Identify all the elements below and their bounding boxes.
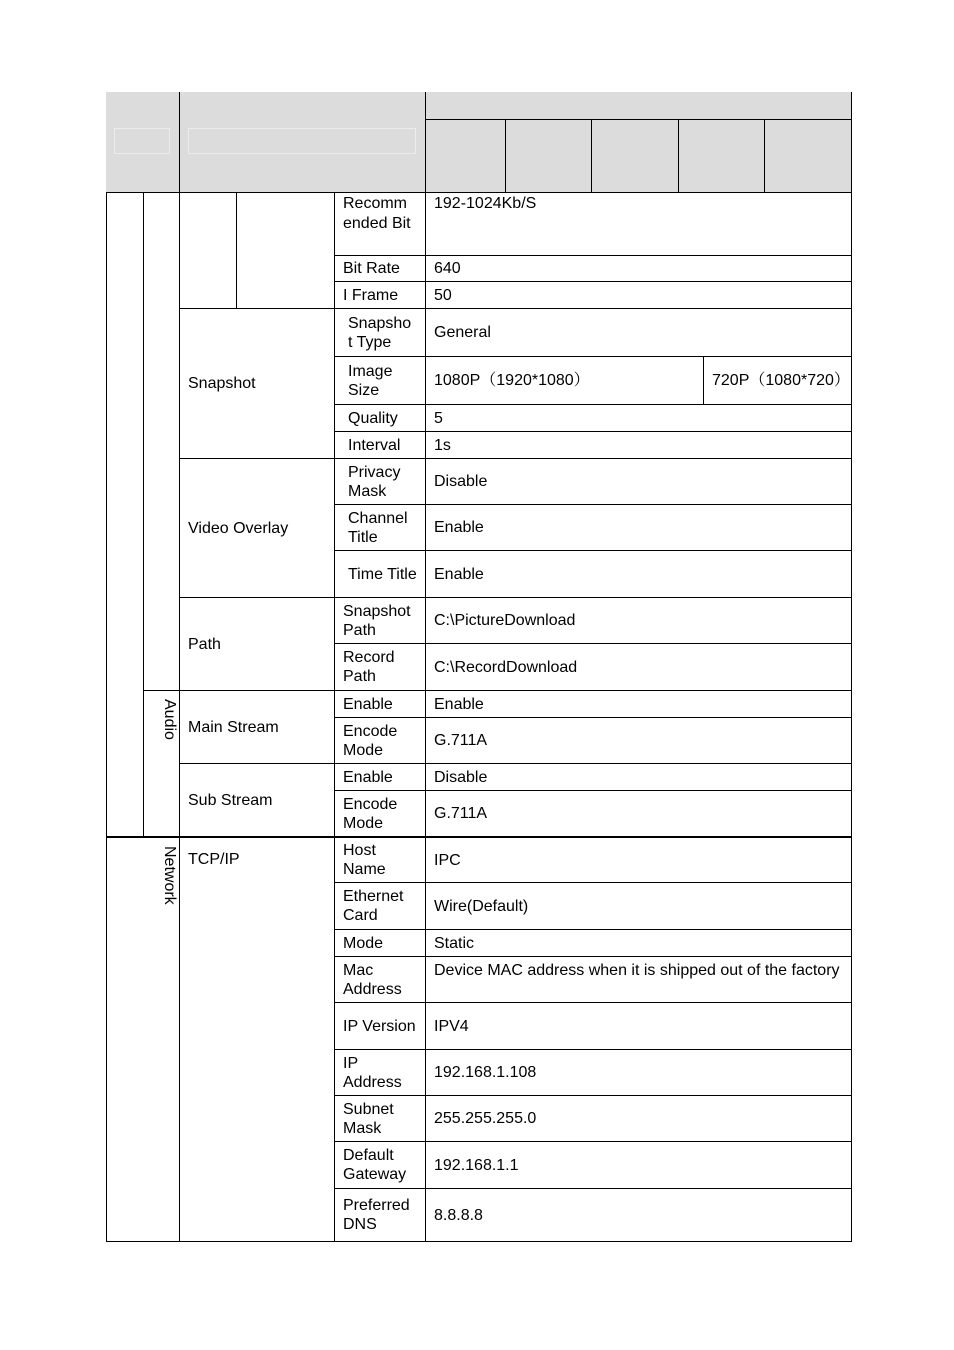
- i-frame-value: 50: [426, 282, 852, 309]
- ip-version-value: IPV4: [426, 1003, 852, 1050]
- header-subcell-5: [765, 120, 852, 193]
- time-title-label: Time Title: [335, 551, 426, 598]
- i-frame-label: I Frame: [335, 282, 426, 309]
- mac-address-value: Device MAC address when it is shipped out of the factory: [426, 957, 852, 1003]
- privacy-mask-value: Disable: [426, 459, 852, 505]
- ethernet-card-label: Ethernet Card: [335, 883, 426, 930]
- network-section-label: Network: [106, 837, 180, 1242]
- main-stream-encode-mode-value: G.711A: [426, 718, 852, 764]
- snapshot-group-label: Snapshot: [180, 309, 335, 459]
- settings-table: [106, 92, 852, 1242]
- mode-label: Mode: [335, 930, 426, 957]
- subgroup-cell-continued: [237, 193, 335, 309]
- sub-stream-enable-label: Enable: [335, 764, 426, 791]
- channel-title-label: Channel Title: [335, 505, 426, 551]
- image-size-value-720p: 720P（1080*720）: [704, 357, 852, 405]
- channel-title-value: Enable: [426, 505, 852, 551]
- sub-stream-encode-mode-label: Encode Mode: [335, 791, 426, 837]
- subnet-mask-label: Subnet Mask: [335, 1096, 426, 1142]
- mac-address-label: Mac Address: [335, 957, 426, 1003]
- recommended-bit-value: 192-1024Kb/S: [426, 193, 852, 256]
- preferred-dns-label: Preferred DNS: [335, 1189, 426, 1242]
- image-size-value-1080p: 1080P（1920*1080）: [426, 357, 704, 405]
- video-overlay-group-label: Video Overlay: [180, 459, 335, 598]
- record-path-value: C:\RecordDownload: [426, 644, 852, 691]
- header-subcell-4: [679, 120, 765, 193]
- interval-label: Interval: [335, 432, 426, 459]
- main-stream-encode-mode-label: Encode Mode: [335, 718, 426, 764]
- host-name-label: Host Name: [335, 837, 426, 883]
- default-gateway-label: Default Gateway: [335, 1142, 426, 1189]
- preferred-dns-value: 8.8.8.8: [426, 1189, 852, 1242]
- quality-value: 5: [426, 405, 852, 432]
- header-subcell-3: [592, 120, 679, 193]
- section-cell-continued: [106, 193, 144, 837]
- host-name-value: IPC: [426, 837, 852, 883]
- ip-version-label: IP Version: [335, 1003, 426, 1050]
- main-stream-group-label: Main Stream: [180, 691, 335, 764]
- tcpip-group-label: TCP/IP: [180, 837, 335, 1242]
- header-subcell-2: [506, 120, 592, 193]
- record-path-label: Record Path: [335, 644, 426, 691]
- audio-section-label: Audio: [144, 691, 180, 837]
- main-stream-enable-label: Enable: [335, 691, 426, 718]
- image-size-label: Image Size: [335, 357, 426, 405]
- time-title-value: Enable: [426, 551, 852, 598]
- privacy-mask-label: Privacy Mask: [335, 459, 426, 505]
- bit-rate-label: Bit Rate: [335, 256, 426, 282]
- default-gateway-value: 192.168.1.1: [426, 1142, 852, 1189]
- sub-stream-enable-value: Disable: [426, 764, 852, 791]
- main-stream-enable-value: Enable: [426, 691, 852, 718]
- bit-rate-value: 640: [426, 256, 852, 282]
- ip-address-label: IP Address: [335, 1050, 426, 1096]
- ip-address-value: 192.168.1.108: [426, 1050, 852, 1096]
- snapshot-path-value: C:\PictureDownload: [426, 598, 852, 644]
- header-cell-1: [106, 92, 180, 193]
- snapshot-type-value: General: [426, 309, 852, 357]
- quality-label: Quality: [335, 405, 426, 432]
- mode-value: Static: [426, 930, 852, 957]
- header-cell-2: [180, 92, 426, 193]
- snapshot-path-label: Snapshot Path: [335, 598, 426, 644]
- sub-stream-group-label: Sub Stream: [180, 764, 335, 837]
- recommended-bit-label: Recomm ended Bit: [335, 193, 426, 256]
- interval-value: 1s: [426, 432, 852, 459]
- group-cell-continued: [180, 193, 237, 309]
- subsection-cell-continued: [144, 193, 180, 691]
- header-cell-3: [426, 92, 852, 120]
- subnet-mask-value: 255.255.255.0: [426, 1096, 852, 1142]
- sub-stream-encode-mode-value: G.711A: [426, 791, 852, 837]
- snapshot-type-label: Snapsho t Type: [335, 309, 426, 357]
- path-group-label: Path: [180, 598, 335, 691]
- ethernet-card-value: Wire(Default): [426, 883, 852, 930]
- header-subcell-1: [426, 120, 506, 193]
